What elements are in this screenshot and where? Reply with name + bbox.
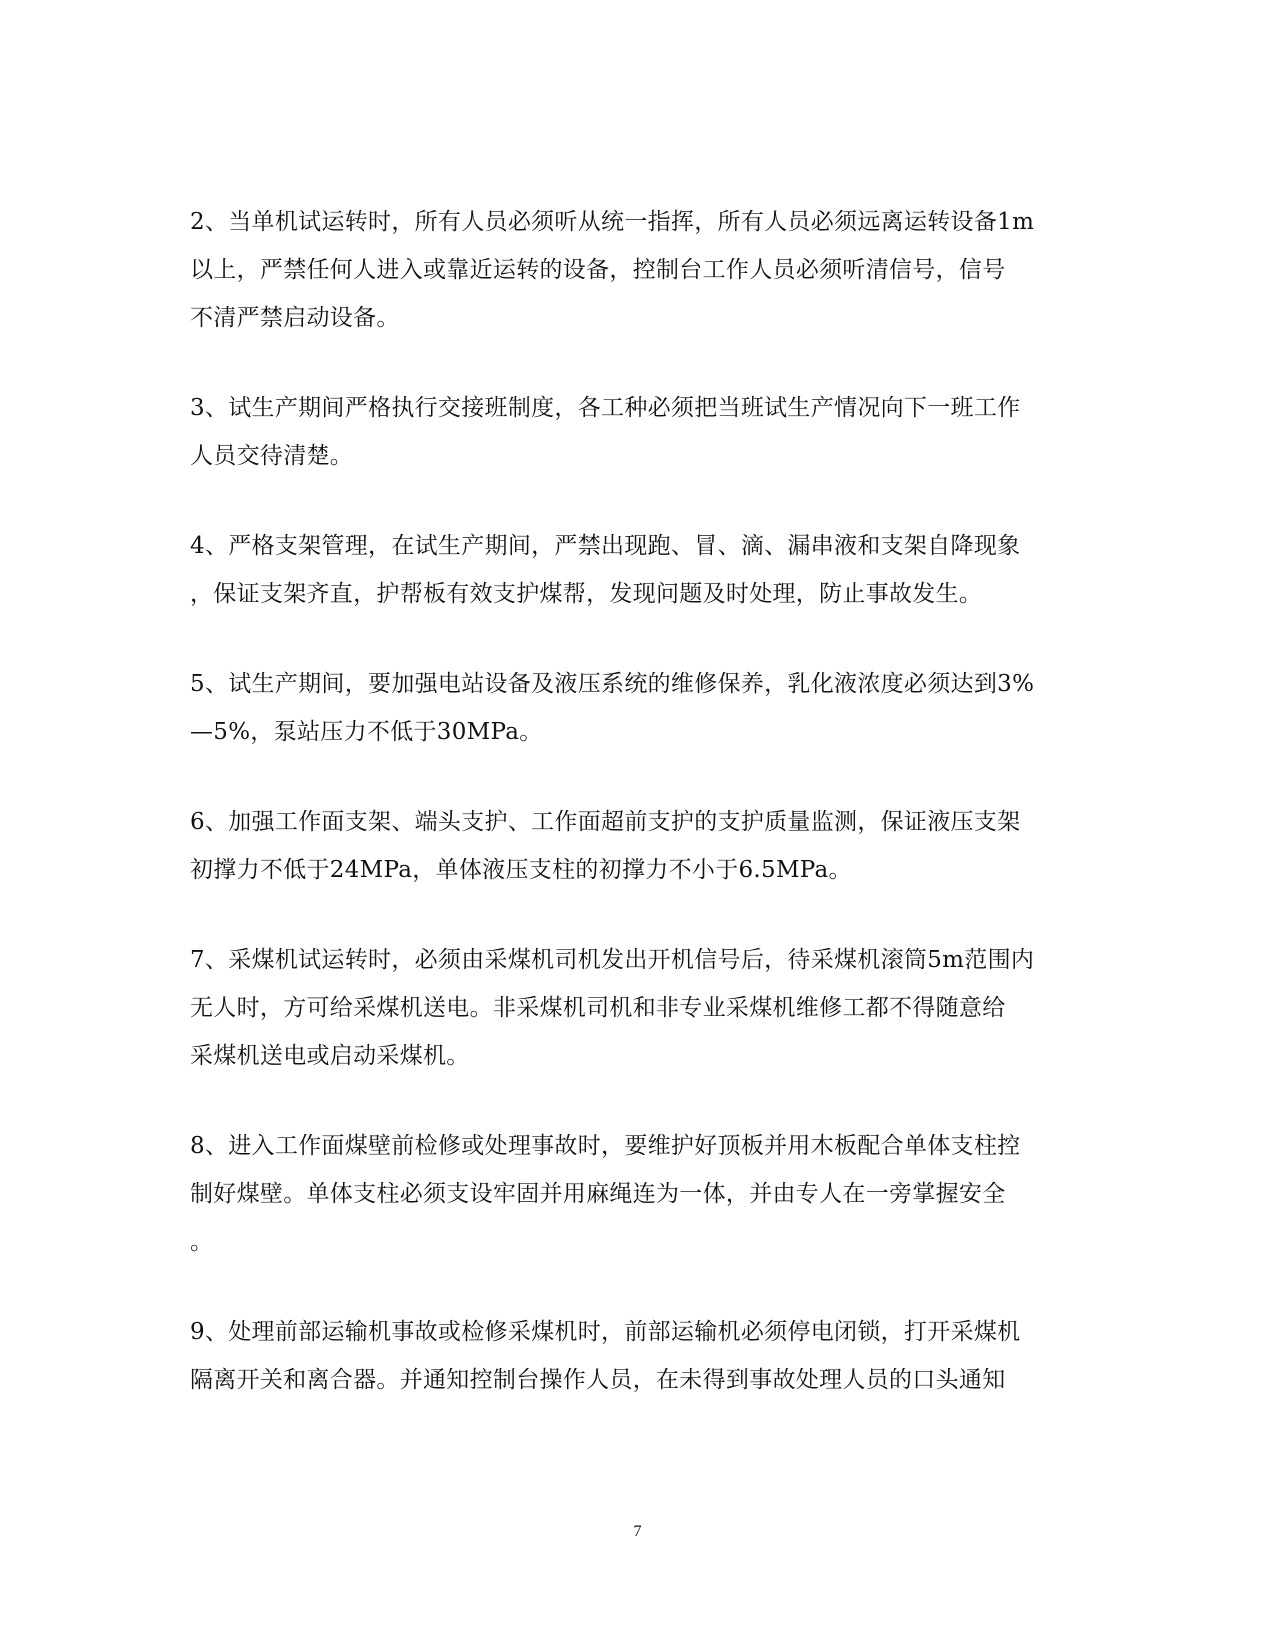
paragraph-item-5 (190, 660, 1085, 756)
paragraph-item-8 (190, 1122, 1085, 1266)
text-line: —5%，泵站压力不低于30MPa。 (190, 719, 543, 745)
text-line: 以上，严禁任何人进入或靠近运转的设备，控制台工作人员必须听清信号，信号 (190, 257, 1006, 283)
text-line: 不清严禁启动设备。 (190, 305, 400, 331)
paragraph-item-4 (190, 522, 1085, 618)
text-line: 制好煤壁。单体支柱必须支设牢固并用麻绳连为一体，并由专人在一旁掌握安全 (190, 1181, 1006, 1207)
text-line: 初撑力不低于24MPa，单体液压支柱的初撑力不小于6.5MPa。 (190, 857, 852, 883)
text-line: 6、加强工作面支架、端头支护、工作面超前支护的支护质量监测，保证液压支架 (190, 809, 1021, 835)
paragraph-item-7 (190, 936, 1085, 1080)
text-line: 。 (190, 1229, 214, 1255)
text-line: 3、试生产期间严格执行交接班制度，各工种必须把当班试生产情况向下一班工作 (190, 395, 1021, 421)
text-line: 隔离开关和离合器。并通知控制台操作人员，在未得到事故处理人员的口头通知 (190, 1367, 1006, 1393)
paragraph-item-2 (190, 198, 1085, 342)
text-line: 4、严格支架管理，在试生产期间，严禁出现跑、冒、滴、漏串液和支架自降现象 (190, 533, 1021, 559)
paragraph-item-3 (190, 384, 1085, 480)
paragraph-item-6 (190, 798, 1085, 894)
text-line: ，保证支架齐直，护帮板有效支护煤帮，发现问题及时处理，防止事故发生。 (190, 581, 983, 607)
text-line: 9、处理前部运输机事故或检修采煤机时，前部运输机必须停电闭锁，打开采煤机 (190, 1319, 1021, 1345)
text-line: 采煤机送电或启动采煤机。 (190, 1043, 470, 1069)
page-number: 7 (633, 1523, 642, 1540)
text-line: 8、进入工作面煤壁前检修或处理事故时，要维护好顶板并用木板配合单体支柱控 (190, 1133, 1021, 1159)
text-line: 无人时，方可给采煤机送电。非采煤机司机和非专业采煤机维修工都不得随意给 (190, 995, 1006, 1021)
text-line: 人员交待清楚。 (190, 443, 354, 469)
text-line: 5、试生产期间，要加强电站设备及液压系统的维修保养，乳化液浓度必须达到3% (190, 671, 1035, 697)
paragraph-item-9 (190, 1308, 1085, 1404)
text-line: 2、当单机试运转时，所有人员必须听从统一指挥，所有人员必须远离运转设备1m (190, 209, 1035, 235)
text-line: 7、采煤机试运转时，必须由采煤机司机发出开机信号后，待采煤机滚筒5m范围内 (190, 947, 1035, 973)
